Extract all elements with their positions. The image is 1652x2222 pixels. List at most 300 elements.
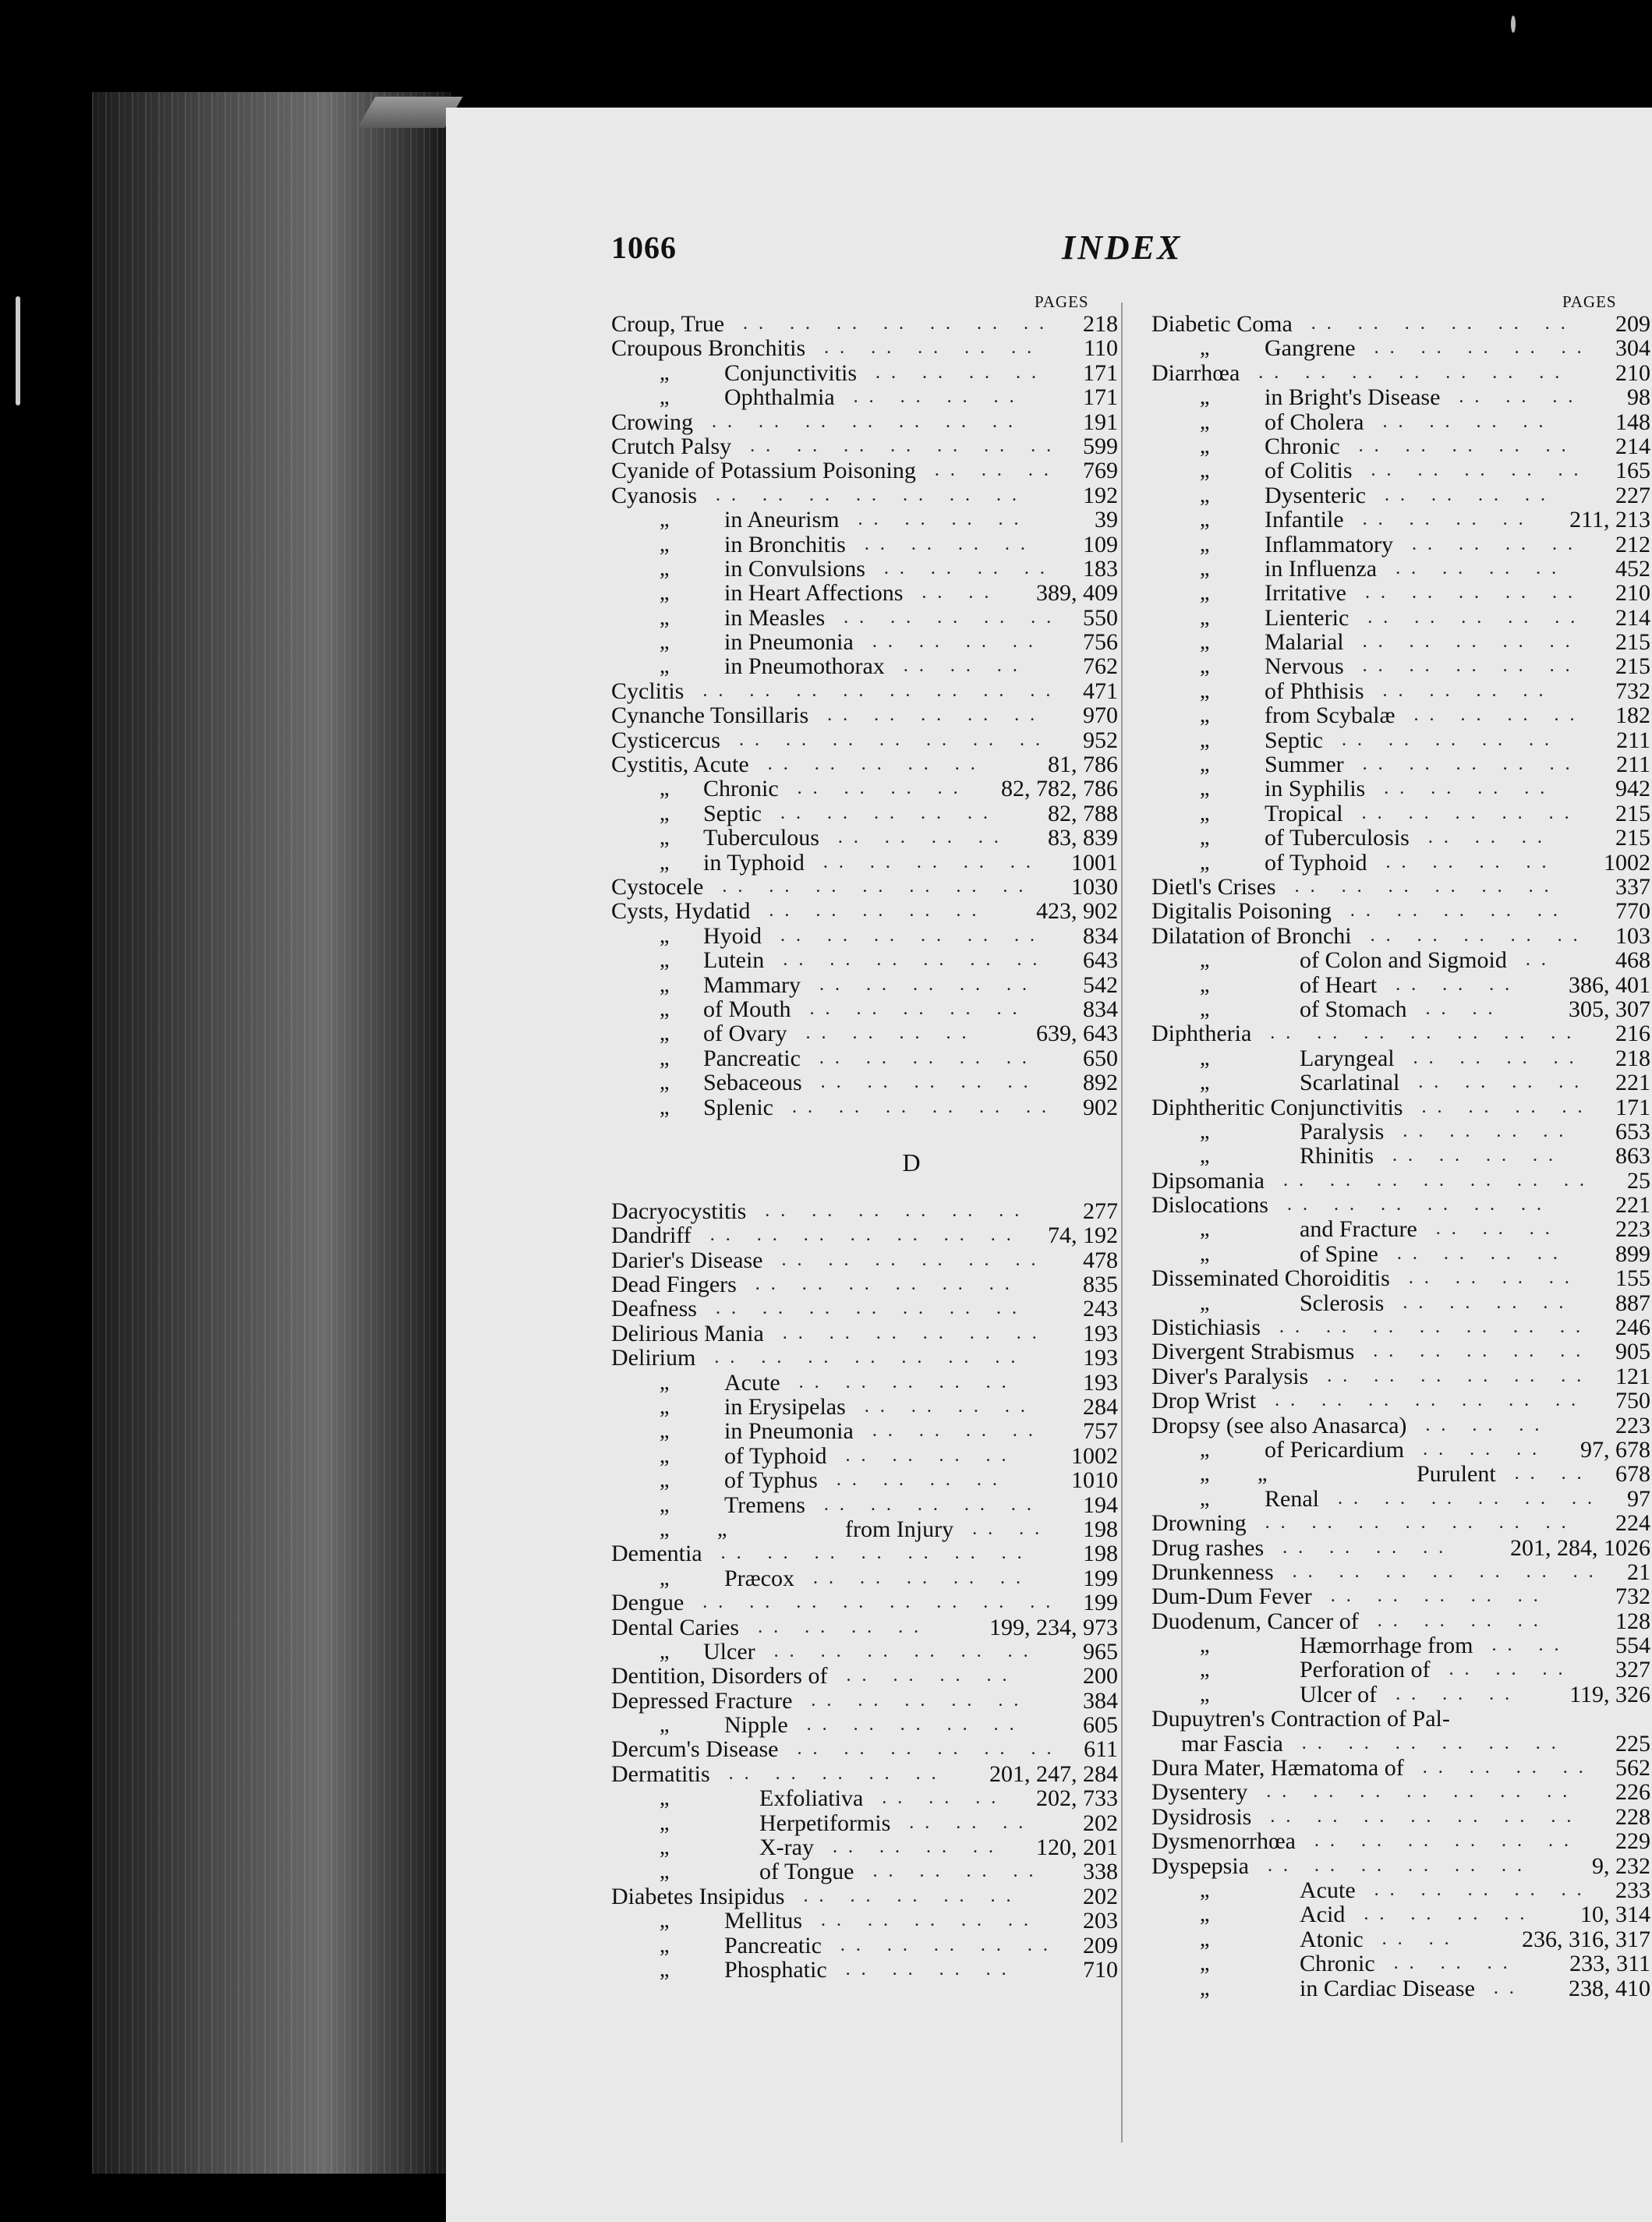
dot-leader: .. .. .. .. (1364, 1904, 1536, 1925)
entry-pages: 769 (1083, 458, 1118, 484)
index-entry (1151, 752, 1650, 777)
entry-pages: 223 (1615, 1216, 1650, 1243)
index-entry (611, 508, 1118, 532)
index-entry (1151, 1633, 1650, 1658)
dot-leader: .. .. .. .. .. (780, 802, 999, 823)
entry-pages: 211 (1616, 727, 1650, 753)
index-entry (611, 826, 1118, 850)
dot-leader: .. .. .. .. (858, 509, 1030, 530)
entry-pages: 226 (1615, 1779, 1650, 1806)
entry-label: Drowning (1151, 1510, 1247, 1537)
entry-label: in Syphilis (1265, 776, 1366, 802)
entry-pages: 756 (1083, 629, 1118, 656)
entry-label: of Spine (1300, 1240, 1378, 1267)
entry-pages: 198 (1083, 1516, 1118, 1542)
index-entry (611, 385, 1118, 409)
entry-pages: 218 (1083, 311, 1118, 337)
entry-pages: 304 (1615, 335, 1650, 362)
entry-pages: 550 (1083, 604, 1118, 631)
dot-leader: .. .. .. .. .. (819, 1047, 1038, 1068)
entry-pages: 200 (1083, 1663, 1118, 1689)
entry-label: Digitalis Poisoning (1151, 898, 1332, 925)
entry-label: in Pneumothorax (724, 653, 885, 680)
entry-pages: 9, 232 (1592, 1852, 1650, 1879)
index-entry (1151, 410, 1650, 434)
dot-leader: .. .. .. .. .. .. .. (720, 1543, 1033, 1564)
index-entry (1151, 1120, 1650, 1144)
index-page (446, 108, 1652, 2222)
dot-leader: .. .. (1381, 1928, 1460, 1949)
dot-leader: .. .. .. .. (1377, 1610, 1549, 1631)
dot-leader: .. .. .. (1449, 1659, 1574, 1680)
entry-label: Hyoid (703, 922, 762, 949)
entry-label: Dermatitis (611, 1760, 710, 1787)
entry-pages: 1002 (1604, 849, 1650, 876)
dot-leader: .. .. .. .. .. .. (781, 1249, 1047, 1270)
entry-pages: 599 (1083, 433, 1118, 459)
entry-label: Chronic (703, 776, 779, 802)
entry-label: Gangrene (1265, 335, 1356, 362)
entry-label: Malarial (1265, 629, 1344, 656)
entry-label: Pancreatic (724, 1932, 822, 1958)
entry-pages: 97, 678 (1580, 1436, 1650, 1463)
index-entry (611, 752, 1118, 777)
entry-label: Renal (1265, 1485, 1319, 1512)
dot-leader: .. (1493, 1977, 1525, 1998)
index-entry (1151, 1658, 1650, 1682)
dot-leader: .. .. .. .. .. (821, 1910, 1040, 1931)
entry-pages: 202 (1083, 1810, 1118, 1836)
entry-label: and Fracture (1300, 1216, 1417, 1243)
entry-label: Chronic (1300, 1951, 1375, 1977)
index-entry (1151, 1976, 1650, 2001)
entry-label: in Pneumonia (724, 1418, 854, 1445)
index-entry (1151, 533, 1650, 557)
entry-pages: 223 (1615, 1412, 1650, 1438)
entry-pages: 653 (1615, 1118, 1650, 1145)
entry-pages: 215 (1615, 825, 1650, 851)
entry-pages: 221 (1615, 1070, 1650, 1096)
dot-leader: .. .. .. .. (1385, 851, 1558, 872)
index-entry (611, 557, 1118, 581)
dot-leader: .. .. .. .. (872, 1861, 1045, 1882)
index-entry (1151, 654, 1650, 678)
entry-label: Dropsy (see also Anasarca) (1151, 1412, 1407, 1438)
entry-pages: 82, 782, 786 (1001, 776, 1118, 802)
entry-label: Tropical (1265, 800, 1343, 826)
ditto-mark: „ (660, 1958, 670, 1982)
dot-leader: .. .. .. .. .. .. .. (1266, 1781, 1579, 1803)
entry-label: of Tuberculosis (1265, 825, 1410, 851)
entry-pages: 605 (1083, 1712, 1118, 1739)
index-entry (1151, 1511, 1650, 1535)
entry-label: Paralysis (1300, 1118, 1385, 1145)
dot-leader: .. .. .. .. .. (803, 1885, 1022, 1906)
entry-label: Splenic (703, 1094, 773, 1120)
entry-label: Dura Mater, Hæmatoma of (1151, 1755, 1404, 1781)
entry-label: Herpetiformis (759, 1810, 891, 1836)
index-entry (1151, 1339, 1650, 1364)
entry-label: Dislocations (1151, 1192, 1268, 1219)
entry-label: Acid (1300, 1902, 1346, 1928)
entry-label: Diabetes Insipidus (611, 1883, 785, 1909)
dot-leader: .. .. .. .. .. .. .. (750, 435, 1063, 456)
entry-pages: 209 (1615, 311, 1650, 337)
entry-label: Sebaceous (703, 1070, 802, 1096)
entry-label: Diphtheria (1151, 1021, 1252, 1047)
entry-pages: 899 (1615, 1240, 1650, 1267)
ditto-mark: „ (1200, 1658, 1210, 1682)
entry-pages: 193 (1083, 1369, 1118, 1396)
entry-label: Hæmorrhage from (1300, 1633, 1473, 1659)
ditto-mark: „ (1200, 1486, 1210, 1511)
column-divider (1121, 303, 1123, 2142)
index-entry (611, 801, 1118, 826)
dot-leader: .. .. .. .. .. .. (1327, 1365, 1593, 1386)
entry-label: in Convulsions (724, 555, 865, 582)
index-entry (1151, 851, 1650, 875)
index-entry (611, 361, 1118, 385)
entry-label: Cysticercus (611, 727, 720, 753)
index-entry (611, 777, 1118, 801)
entry-pages: 119, 326 (1569, 1681, 1650, 1707)
ditto-mark: „ (660, 826, 670, 851)
page-title: INDEX (1062, 228, 1183, 267)
index-entry (611, 483, 1118, 508)
entry-pages: 201, 284, 1026 (1510, 1534, 1650, 1561)
index-entry (611, 948, 1118, 972)
entry-label: Croupous Bronchitis (611, 335, 806, 362)
entry-label: Dandriff (611, 1222, 692, 1249)
index-entry (1151, 1291, 1650, 1315)
dot-leader: .. .. .. .. .. (820, 1072, 1039, 1093)
entry-label: Cystocele (611, 873, 704, 900)
dot-leader: .. .. .. .. .. (1358, 435, 1577, 456)
entry-label: Cyanosis (611, 482, 698, 508)
dot-leader: .. .. .. .. .. .. (1337, 1488, 1603, 1509)
entry-label: in Erysipelas (724, 1394, 846, 1421)
ditto-mark: „ (660, 508, 670, 533)
dot-leader: .. .. .. .. .. .. (780, 925, 1045, 946)
entry-label: of Ovary (703, 1021, 787, 1047)
entry-pages: 171 (1083, 384, 1118, 411)
entry-label: Dental Caries (611, 1614, 740, 1640)
entry-label: Diver's Paralysis (1151, 1363, 1309, 1389)
index-entry (611, 1419, 1118, 1443)
index-entry (611, 1248, 1118, 1272)
dot-leader: .. .. .. .. .. (822, 851, 1042, 872)
index-entry (611, 1958, 1118, 1982)
entry-pages: 203 (1083, 1908, 1118, 1934)
ditto-mark: „ (1200, 630, 1210, 655)
index-entry (1151, 1242, 1650, 1266)
ditto-mark: „ (1200, 727, 1210, 752)
index-entry (611, 1070, 1118, 1095)
index-entry (611, 630, 1118, 654)
ditto-mark: „ (660, 1566, 670, 1590)
index-entry (611, 1762, 1118, 1786)
dot-leader: .. .. .. .. .. (844, 607, 1063, 628)
entry-pages: 327 (1615, 1657, 1650, 1683)
dot-leader: .. .. .. .. .. (728, 1763, 947, 1784)
entry-pages: 182 (1615, 702, 1650, 729)
index-entry (1151, 483, 1650, 508)
entry-pages: 554 (1615, 1633, 1650, 1659)
ditto-mark: „ (660, 385, 670, 410)
entry-pages: 337 (1615, 873, 1650, 900)
dot-leader: .. .. .. .. (1384, 484, 1556, 505)
entry-pages: 305, 307 (1569, 996, 1650, 1022)
index-entry (1151, 1682, 1650, 1707)
ditto-mark: „ (1200, 1633, 1210, 1658)
dot-leader: .. .. .. .. .. .. (797, 1739, 1063, 1760)
dot-leader: .. .. .. .. .. .. .. (743, 313, 1056, 334)
entry-label: in Typhoid (703, 849, 805, 876)
entry-pages: 215 (1615, 629, 1650, 656)
ditto-mark: „ (660, 1639, 670, 1664)
dot-leader: .. .. .. .. (872, 1421, 1044, 1442)
index-entry (611, 1346, 1118, 1370)
ditto-mark: „ (1200, 458, 1210, 483)
entry-pages: 201, 247, 284 (989, 1760, 1118, 1787)
index-entry (1151, 948, 1650, 972)
entry-label: Dyspepsia (1151, 1852, 1249, 1879)
dot-leader: .. .. .. .. .. (811, 1689, 1030, 1711)
entry-label: Delirium (611, 1345, 696, 1371)
ditto-mark: „ (1200, 678, 1210, 703)
entry-label: Nervous (1265, 653, 1344, 680)
dot-leader: .. .. .. .. .. (1373, 1341, 1592, 1362)
entry-pages: 246 (1615, 1314, 1650, 1341)
entry-label: Septic (1265, 727, 1323, 753)
index-entry (611, 1859, 1118, 1884)
entry-label: Præcox (724, 1565, 794, 1591)
entry-label: Cystitis, Acute (611, 752, 749, 778)
ditto-mark: „ (660, 1835, 670, 1860)
ditto-mark: „ (660, 360, 670, 385)
index-entry (611, 1664, 1118, 1688)
index-entry (611, 533, 1118, 557)
index-entry (1151, 1046, 1650, 1070)
entry-label: from Injury (845, 1516, 954, 1542)
entry-label: Perforation of (1300, 1657, 1431, 1683)
entry-pages: 82, 788 (1048, 800, 1118, 826)
dot-leader: .. .. .. .. .. (823, 1494, 1042, 1515)
entry-pages: 212 (1615, 531, 1650, 557)
entry-label: in Bright's Disease (1265, 384, 1441, 411)
index-entry (1151, 1217, 1650, 1241)
entry-label: Drunkenness (1151, 1559, 1274, 1585)
entry-pages: 81, 786 (1048, 752, 1118, 778)
entry-pages: 10, 314 (1580, 1902, 1650, 1928)
dot-leader: .. .. .. .. .. (1370, 925, 1589, 946)
index-entry (1151, 606, 1650, 630)
ditto-mark: „ (660, 1070, 670, 1095)
entry-label: Mellitus (724, 1908, 803, 1934)
index-entry (611, 1566, 1118, 1590)
entry-pages: 210 (1615, 359, 1650, 386)
entry-label: Deafness (611, 1296, 697, 1322)
dot-leader: .. .. .. .. (1421, 1096, 1594, 1117)
index-entry (611, 1371, 1118, 1395)
entry-label: Dysenteric (1265, 482, 1366, 508)
ditto-mark: „ (1200, 1144, 1210, 1169)
index-entry (611, 1095, 1118, 1120)
entry-pages: 238, 410 (1569, 1975, 1650, 2001)
index-entry (611, 924, 1118, 948)
index-entry (1151, 924, 1650, 948)
dot-leader: .. .. .. .. .. (798, 1371, 1017, 1392)
index-entry (611, 1223, 1118, 1247)
dot-leader: .. .. .. (1435, 1219, 1561, 1240)
dot-leader: .. .. .. .. (1382, 680, 1555, 701)
ditto-mark: „ (1200, 385, 1210, 410)
dot-leader: .. .. .. .. .. .. (792, 1096, 1057, 1117)
index-entry (611, 1590, 1118, 1615)
dot-leader: .. .. (972, 1518, 1051, 1539)
entry-label: Phosphatic (724, 1957, 827, 1983)
index-entry (1151, 458, 1650, 483)
index-entry (611, 899, 1118, 923)
ditto-mark: „ (1200, 1951, 1210, 1976)
entry-label: Tremens (724, 1491, 805, 1518)
entry-pages: 643 (1083, 947, 1118, 974)
entry-pages: 236, 316, 317 (1522, 1926, 1650, 1952)
ditto-mark: „ (660, 1933, 670, 1958)
dot-leader: .. .. .. .. .. (1371, 460, 1590, 481)
index-entry (1151, 361, 1650, 385)
entry-label: Nipple (724, 1712, 788, 1739)
ditto-mark: „ (660, 777, 670, 801)
entry-label: of Typhoid (724, 1442, 827, 1469)
dot-leader: .. .. .. .. (836, 1470, 1008, 1491)
index-entry (1151, 1144, 1650, 1168)
dot-leader: .. .. .. .. .. (1330, 1586, 1549, 1607)
index-entry (611, 1737, 1118, 1761)
dot-leader: .. .. (1514, 1463, 1593, 1484)
ditto-mark: „ (660, 1786, 670, 1811)
entry-label: Lutein (703, 947, 765, 974)
dot-leader: .. .. .. .. .. .. .. (722, 876, 1035, 897)
entry-pages: 97 (1627, 1485, 1650, 1512)
right-index-column (1151, 312, 1650, 2001)
ditto-mark: „ (1200, 532, 1210, 557)
dot-leader: .. .. (1425, 998, 1504, 1019)
ditto-mark: „ (1200, 336, 1210, 361)
index-entry (1151, 1438, 1650, 1462)
entry-label: Tuberculous (703, 825, 819, 851)
entry-pages: 952 (1083, 727, 1118, 753)
ditto-mark: „ (660, 996, 670, 1021)
index-entry (1151, 630, 1650, 654)
entry-pages: 155 (1615, 1265, 1650, 1292)
ditto-mark: „ (660, 923, 670, 948)
dot-leader: .. .. .. .. .. (1374, 1880, 1593, 1900)
entry-label: Dupuytren's Contraction of Pal- (1151, 1706, 1450, 1732)
ditto-mark: „ (1200, 1217, 1210, 1242)
dot-leader: .. .. .. .. (1408, 1268, 1580, 1289)
entry-pages: 757 (1083, 1418, 1118, 1445)
entry-pages: 191 (1083, 409, 1118, 435)
ditto-mark: „ (1200, 1878, 1210, 1902)
entry-pages: 942 (1615, 776, 1650, 802)
dot-leader: .. .. .. .. (876, 362, 1048, 383)
entry-label: mar Fascia (1181, 1730, 1283, 1757)
entry-label: in Aneurism (724, 507, 840, 533)
ditto-mark: „ (660, 1468, 670, 1493)
entry-pages: 198 (1083, 1541, 1118, 1567)
entry-label: Depressed Fracture (611, 1687, 793, 1714)
entry-label: Dipsomania (1151, 1167, 1265, 1194)
entry-label: Dilatation of Bronchi (1151, 922, 1352, 949)
dot-leader: .. .. .. .. .. (806, 1714, 1025, 1735)
entry-pages: 216 (1615, 1021, 1650, 1047)
ditto-mark: „ (660, 605, 670, 630)
dot-leader: .. .. .. (934, 460, 1059, 481)
index-entry (1151, 1927, 1650, 1951)
entry-pages: 338 (1083, 1859, 1118, 1885)
ditto-mark: „ (1200, 556, 1210, 581)
entry-pages: 110 (1084, 335, 1118, 362)
entry-label: Cyclitis (611, 678, 685, 704)
entry-pages: 478 (1083, 1247, 1118, 1273)
entry-pages: 215 (1615, 800, 1650, 826)
entry-pages: 194 (1083, 1491, 1118, 1518)
entry-label: from Scybalæ (1265, 702, 1396, 729)
entry-label: Conjunctivitis (724, 359, 858, 386)
dot-leader: .. .. .. .. .. .. .. (716, 484, 1028, 505)
ditto-mark: „ (660, 1492, 670, 1517)
index-entry (611, 1468, 1118, 1492)
entry-label: Dercum's Disease (611, 1736, 779, 1763)
ditto-mark: „ (1200, 1682, 1210, 1707)
ditto-mark: „ (1200, 948, 1210, 973)
dot-leader: .. .. .. .. (832, 1837, 1004, 1858)
entry-pages: 192 (1083, 482, 1118, 508)
dot-leader: .. .. .. .. .. .. .. (714, 1347, 1027, 1368)
index-entry (611, 1444, 1118, 1468)
dot-leader: .. .. .. .. .. .. (773, 1640, 1039, 1661)
entry-label: Summer (1265, 752, 1344, 778)
entry-pages: 965 (1083, 1638, 1118, 1665)
index-entry (611, 1199, 1118, 1223)
index-entry (1151, 1389, 1650, 1413)
dot-leader: .. .. .. (1396, 974, 1521, 995)
index-entry (1151, 1584, 1650, 1608)
dot-leader: .. .. .. .. (853, 387, 1025, 408)
dot-leader: .. .. .. .. (1403, 1120, 1575, 1141)
index-entry (1151, 1193, 1650, 1217)
entry-label: Crutch Palsy (611, 433, 732, 459)
ditto-mark: „ (1200, 1119, 1210, 1144)
dot-leader: .. .. .. .. (883, 557, 1056, 578)
entry-pages: 74, 192 (1048, 1222, 1118, 1249)
index-entry (611, 1689, 1118, 1713)
dot-leader: .. .. .. .. .. (1374, 338, 1593, 359)
ditto-mark: „ (660, 1095, 670, 1120)
ditto-mark: „ (1200, 972, 1210, 997)
entry-label: Atonic (1300, 1926, 1364, 1952)
dot-leader: .. .. .. .. .. (767, 754, 986, 775)
entry-label: Darier's Disease (611, 1247, 763, 1273)
index-entry (1151, 1878, 1650, 1902)
ditto-mark: „ (1200, 433, 1210, 458)
dot-leader: .. .. .. .. (1392, 1145, 1565, 1166)
entry-label: of Mouth (703, 996, 791, 1022)
dot-leader: .. .. .. .. .. .. (1267, 1855, 1533, 1876)
entry-pages: 233, 311 (1569, 1951, 1650, 1977)
entry-label: Dementia (611, 1541, 702, 1567)
